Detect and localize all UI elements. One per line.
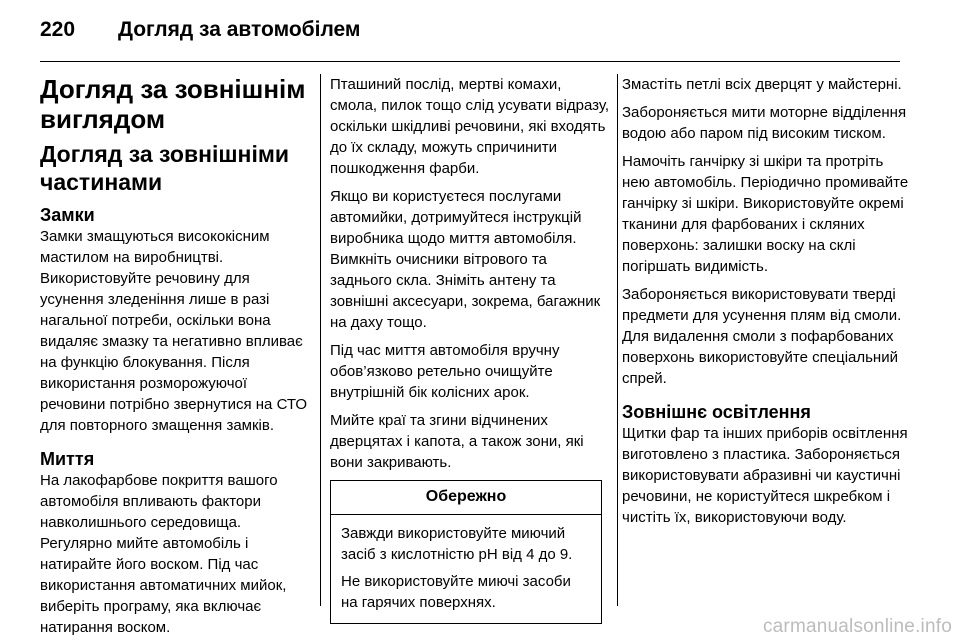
paragraph: Пташиний послід, мертві комахи, смола, пилок тощо слід усувати відразу, оскільки шкідливі речовини, які входять до їх складу, можуть спричинити пошкодження фарби.: [330, 76, 609, 177]
locks-text: Замки змащуються висококісним мастилом на виробництві. Використовуйте речовину для усунення зледеніння лише в разі нагальної потреби, оскільки вона видаляє змазку та негативно впливає на функцію блокування. Після використання розморожуючої речовини потрібно звернутися на СТО для повторного змащення замків.: [40, 228, 308, 434]
column-2: [330, 74, 610, 624]
caution-title: Обережно: [331, 481, 601, 515]
caution-text: Завжди використовуйте миючий засіб з кислотністю рН від 4 до 9.: [341, 525, 573, 563]
column-1: [40, 74, 310, 638]
paragraph: Під час миття автомобіля вручну обов’язково ретельно очищуйте внутрішній бік колісних арок.: [330, 342, 560, 401]
caution-text: Не використовуйте миючі засоби на гарячих поверхнях.: [341, 573, 571, 611]
caution-box: [330, 480, 602, 624]
washing-text: На лакофарбове покриття вашого автомобіля впливають фактори навколишнього середовища. Регулярно мийте автомобіль і натирайте його воском. Під час використання автоматичних мийок, виберіть програму, яка включає натирання воском.: [40, 472, 287, 636]
exterior-lights-heading: Зовнішнє освітлення: [622, 402, 811, 422]
paragraph: Мийте краї та згини відчинених дверцятах і капота, а також зони, які вони закривають.: [330, 412, 584, 471]
header-title: Догляд за автомобілем: [118, 18, 361, 41]
column-divider-1: [320, 74, 321, 606]
locks-heading: Замки: [40, 205, 95, 225]
column-3: [622, 74, 912, 528]
exterior-lights-text: Щитки фар та інших приборів освітлення виготовлено з пластика. Забороняється використовувати абразивні чи каустичні речовини, не користуйтеся шкребком і чистіть їх, використовуючи воду.: [622, 425, 908, 526]
column-divider-2: [617, 74, 618, 606]
paragraph: Забороняється використовувати тверді предмети для усунення плям від смоли. Для видалення смоли з пофарбованих поверхонь використовуйте спеціальний спрей.: [622, 286, 902, 387]
subsection-title: Догляд за зовнішніми частинами: [40, 141, 289, 195]
section-title: Догляд за зовнішнім виглядом: [40, 74, 306, 134]
header-rule: [40, 61, 900, 62]
paragraph: Намочіть ганчірку зі шкіри та протріть нею автомобіль. Періодично промивайте ганчірку зі шкіри. Використовуйте окремі тканини для фарбованих і скляних поверхонь: залишки воску на склі погіршать видимість.: [622, 153, 909, 275]
washing-heading: Миття: [40, 449, 95, 469]
caution-body: [331, 515, 601, 623]
paragraph: Якщо ви користуєтеся послугами автомийки, дотримуйтеся інструкцій виробника щодо миття автомобіля. Вимкніть очисники вітрового та заднього скла. Зніміть антену та зовнішні аксесуари, зокрема, багажник на даху тощо.: [330, 188, 601, 331]
page-number: 220: [40, 18, 76, 41]
watermark: carmanualsonline.info: [762, 616, 952, 637]
paragraph: Змастіть петлі всіх дверцят у майстерні.: [622, 76, 902, 93]
paragraph: Забороняється мити моторне відділення водою або паром під високим тиском.: [622, 104, 907, 142]
